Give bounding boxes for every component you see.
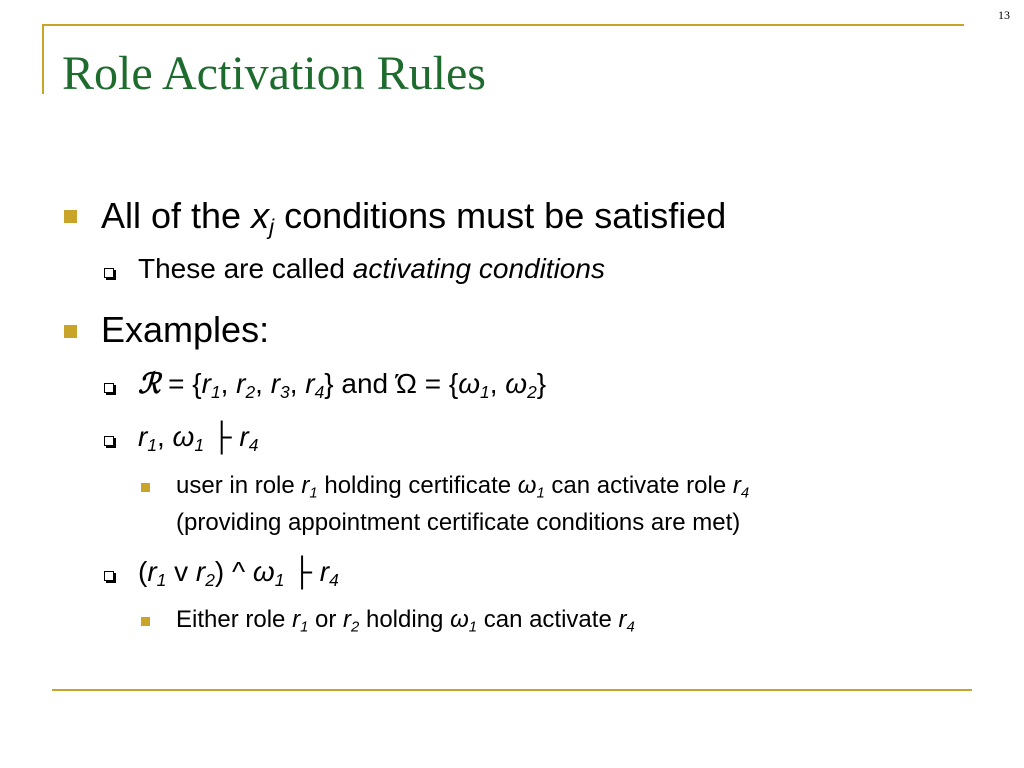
subscript: 1 xyxy=(156,570,167,591)
bullet-text: conditions must be satisfied xyxy=(274,195,727,236)
subscript: 1 xyxy=(480,382,490,403)
slide-title: Role Activation Rules xyxy=(62,47,486,100)
close-paren: ) xyxy=(214,556,225,587)
turnstile-symbol: ├ xyxy=(284,556,320,587)
bullet-activating-conditions xyxy=(101,194,726,238)
omega-var: ω xyxy=(517,472,537,499)
bullet-examples: Examples: xyxy=(101,309,270,350)
subscript: 4 xyxy=(329,570,339,591)
subscript: 1 xyxy=(468,619,478,636)
subscript: 4 xyxy=(248,435,259,456)
slide-number: 13 xyxy=(998,8,1010,22)
subscript: 1 xyxy=(309,485,318,502)
role-var: r xyxy=(319,556,330,587)
role-var: r xyxy=(236,368,246,399)
bullet-square-icon xyxy=(64,210,77,223)
and-operator: ^ xyxy=(224,556,253,587)
turnstile-symbol: ├ xyxy=(204,421,240,452)
omega-var: ω xyxy=(252,556,275,587)
conjunction: and xyxy=(333,368,396,399)
role-var: r xyxy=(239,421,249,452)
role-var: r xyxy=(301,472,310,499)
omega-var: ω xyxy=(450,606,469,633)
role-var: r xyxy=(270,368,281,399)
example-rule-1 xyxy=(138,419,258,455)
close-brace: } xyxy=(536,368,547,399)
open-paren: ( xyxy=(138,556,148,587)
role-var: r xyxy=(343,606,352,633)
or-operator: v xyxy=(166,556,196,587)
hollow-square-bullet-icon xyxy=(104,436,114,446)
roles-set-symbol: ℛ xyxy=(138,367,161,400)
subscript: 4 xyxy=(740,485,750,502)
separator: , xyxy=(156,421,173,452)
subscript: 1 xyxy=(147,435,157,456)
subscript: 1 xyxy=(210,382,221,403)
subscript-j: j xyxy=(269,214,275,240)
separator: , xyxy=(220,368,237,399)
subscript: 2 xyxy=(205,570,215,591)
bullet-square-icon xyxy=(141,617,150,626)
sub-bullet-called xyxy=(138,251,605,287)
explanation-text: Either role xyxy=(176,606,293,633)
subscript: 1 xyxy=(274,570,285,591)
subscript: 3 xyxy=(280,382,290,403)
role-var: r xyxy=(292,606,301,633)
explanation-text: or xyxy=(308,606,344,633)
bullet-text: All of the xyxy=(101,195,252,236)
subscript: 4 xyxy=(314,382,325,403)
role-var: r xyxy=(732,472,741,499)
hollow-square-bullet-icon xyxy=(104,383,114,393)
subscript: 2 xyxy=(351,619,360,636)
equals-brace: = { xyxy=(416,368,459,399)
explanation-text: holding xyxy=(359,606,451,633)
subscript: 2 xyxy=(245,382,256,403)
example-rule-2 xyxy=(138,554,339,590)
subscript: 1 xyxy=(536,485,545,502)
hollow-square-bullet-icon xyxy=(104,268,114,278)
role-var: r xyxy=(138,421,148,452)
explanation-text: can activate role xyxy=(544,472,733,499)
separator: , xyxy=(489,368,506,399)
omega-var: ω xyxy=(505,368,528,399)
role-var: r xyxy=(147,556,157,587)
subscript: 1 xyxy=(194,435,205,456)
explanation-text: holding certificate xyxy=(317,472,518,499)
separator: , xyxy=(289,368,306,399)
subscript: 4 xyxy=(626,619,635,636)
certificates-set-symbol: Ώ xyxy=(395,368,417,399)
equals-brace: = { xyxy=(160,368,202,399)
role-var: r xyxy=(195,556,206,587)
subscript: 1 xyxy=(300,619,309,636)
example-rule-2-explanation xyxy=(176,604,635,636)
example-rule-1-explanation xyxy=(176,470,749,502)
explanation-text: can activate xyxy=(477,606,619,633)
example-role-sets xyxy=(138,366,546,402)
emphasis-text: activating conditions xyxy=(352,253,605,284)
omega-var: ω xyxy=(172,421,195,452)
subscript: 2 xyxy=(527,382,537,403)
sub-bullet-text: These are called xyxy=(138,253,353,284)
example-rule-1-explanation-line2: (providing appointment certificate conditions are met) xyxy=(176,509,741,536)
variable-x: x xyxy=(251,195,270,236)
role-var: r xyxy=(201,368,211,399)
close-brace: } xyxy=(324,368,334,399)
bullet-square-icon xyxy=(64,325,77,338)
omega-var: ω xyxy=(458,368,481,399)
hollow-square-bullet-icon xyxy=(104,571,114,581)
explanation-text: user in role xyxy=(176,472,302,499)
role-var: r xyxy=(618,606,627,633)
bullet-square-icon xyxy=(141,483,150,492)
separator: , xyxy=(255,368,271,399)
role-var: r xyxy=(305,368,315,399)
